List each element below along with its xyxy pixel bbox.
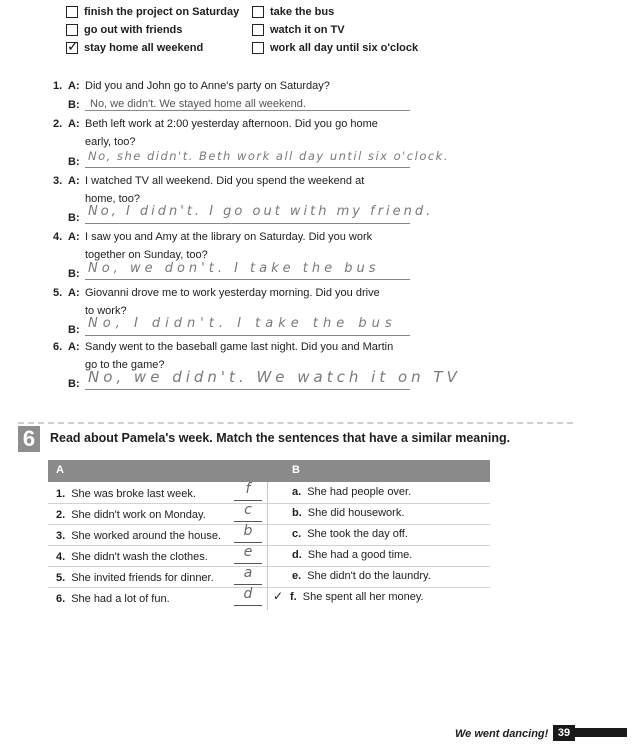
speaker-b-label: B:	[68, 324, 80, 336]
blank-answer: c	[244, 502, 252, 518]
item-text: She worked around the house.	[71, 530, 222, 542]
item-letter: b.	[292, 507, 302, 519]
question-number: 1.	[53, 80, 63, 92]
row-divider	[48, 503, 490, 504]
item-letter: d.	[292, 549, 302, 561]
checkbox[interactable]	[252, 24, 264, 36]
item-number: 3.	[56, 530, 66, 542]
match-item-b-d	[292, 545, 412, 565]
match-blank-5[interactable]	[234, 565, 262, 585]
match-item-b-b	[292, 503, 404, 523]
blank-answer: e	[243, 544, 253, 560]
row-divider	[48, 545, 490, 546]
answer-4: No, we don't. I take the bus	[88, 261, 380, 276]
item-number: 1.	[56, 488, 66, 500]
item-text: She didn't wash the clothes.	[71, 551, 208, 563]
question-text-continued: early, too?	[85, 136, 136, 148]
answer-3: No, I didn't. I go out with my friend.	[88, 204, 434, 219]
checkbox-checked[interactable]	[66, 38, 79, 54]
checkbox[interactable]	[66, 6, 78, 18]
column-a-header: A	[56, 464, 64, 476]
question-3	[53, 174, 443, 206]
checkbox-label: work all day until six o'clock	[270, 42, 419, 54]
page-tab-decoration	[575, 728, 627, 737]
question-2	[53, 117, 443, 149]
answer-2: No, she didn't. Beth work all day until six o'clock.	[88, 149, 449, 163]
checkbox-label: finish the project on Saturday	[84, 6, 240, 18]
match-blank-4[interactable]	[234, 544, 262, 564]
match-item-b-f	[290, 587, 424, 607]
checklist-item-work-all-day[interactable]	[252, 40, 418, 56]
checklist-item-watch-tv[interactable]	[252, 22, 345, 38]
speaker-a-label: A:	[68, 80, 80, 92]
footer-unit-title: We went dancing!	[455, 728, 549, 740]
checkbox-label: stay home all weekend	[84, 42, 204, 54]
checklist-item-finish-project[interactable]	[66, 4, 239, 20]
item-text: She did housework.	[307, 507, 405, 519]
question-text: Beth left work at 2:00 yesterday afternoon. Did you go home	[85, 118, 378, 130]
match-item-b-a	[292, 482, 411, 502]
check-icon: ✓	[273, 589, 284, 603]
checkbox[interactable]	[252, 6, 264, 18]
speaker-b-label: B:	[68, 268, 80, 280]
question-number: 5.	[53, 287, 63, 299]
blank-answer: f	[245, 481, 251, 497]
page-number: 39	[553, 725, 575, 741]
speaker-a-label: A:	[68, 287, 80, 299]
item-number: 2.	[56, 509, 66, 521]
item-letter: f.	[290, 591, 297, 603]
question-text-continued: to work?	[85, 305, 127, 317]
speaker-b-label: B:	[68, 212, 80, 224]
speaker-a-label: A:	[68, 175, 80, 187]
blank-answer: d	[243, 586, 253, 602]
question-number: 2.	[53, 118, 63, 130]
item-number: 5.	[56, 572, 66, 584]
match-item-a-2	[56, 505, 206, 525]
match-item-a-6	[56, 589, 170, 609]
section-title: Read about Pamela's week. Match the sentences that have a similar meaning.	[50, 431, 511, 445]
checkbox[interactable]	[66, 24, 78, 36]
checkbox-label: watch it on TV	[270, 24, 345, 36]
match-item-a-3	[56, 526, 221, 546]
section-divider	[18, 422, 573, 424]
item-letter: e.	[292, 570, 302, 582]
item-letter: a.	[292, 486, 302, 498]
answer-6: No, we didn't. We watch it on TV	[88, 368, 461, 386]
question-5	[53, 286, 443, 318]
checkbox[interactable]	[252, 42, 264, 54]
blank-answer: a	[243, 565, 253, 581]
question-number: 3.	[53, 175, 63, 187]
match-blank-2[interactable]	[234, 502, 262, 522]
item-letter: c.	[292, 528, 302, 540]
checklist-item-stay-home[interactable]	[66, 40, 203, 56]
speaker-b-label: B:	[68, 156, 80, 168]
checklist-item-go-out[interactable]	[66, 22, 182, 38]
checkbox-label: go out with friends	[84, 24, 183, 36]
match-item-b-c	[292, 524, 408, 544]
answer-5: No, I didn't. I take the bus	[88, 316, 397, 331]
column-separator	[267, 482, 268, 610]
match-blank-6[interactable]	[234, 586, 262, 606]
question-number: 4.	[53, 231, 63, 243]
match-blank-3[interactable]	[234, 523, 262, 543]
item-text: She had people over.	[307, 486, 412, 498]
item-text: She spent all her money.	[302, 591, 424, 603]
question-1	[53, 79, 443, 95]
speaker-a-label: A:	[68, 341, 80, 353]
match-item-a-4	[56, 547, 208, 567]
speaker-a-label: A:	[68, 118, 80, 130]
match-item-b-e	[292, 566, 431, 586]
speaker-a-label: A:	[68, 231, 80, 243]
row-divider	[48, 587, 490, 588]
section-number-badge: 6	[18, 426, 40, 452]
item-text: She took the day off.	[307, 528, 408, 540]
answer-1: No, we didn't. We stayed home all weekend.	[90, 98, 306, 110]
item-number: 4.	[56, 551, 66, 563]
question-text: Sandy went to the baseball game last night. Did you and Martin	[85, 341, 394, 353]
item-text: She had a lot of fun.	[71, 593, 170, 605]
check-icon: ✓	[67, 38, 79, 54]
question-text: I watched TV all weekend. Did you spend the weekend at	[85, 175, 365, 187]
checkbox-label: take the bus	[270, 6, 335, 18]
match-item-a-1	[56, 484, 196, 504]
row-divider	[48, 524, 490, 525]
blank-answer: b	[243, 523, 253, 539]
match-item-a-5	[56, 568, 214, 588]
checklist-item-take-bus[interactable]	[252, 4, 334, 20]
item-text: She was broke last week.	[71, 488, 196, 500]
item-text: She had a good time.	[307, 549, 413, 561]
item-number: 6.	[56, 593, 66, 605]
item-text: She didn't work on Monday.	[71, 509, 206, 521]
item-text: She didn't do the laundry.	[307, 570, 431, 582]
question-number: 6.	[53, 341, 63, 353]
question-4	[53, 230, 443, 262]
match-blank-1[interactable]	[234, 481, 262, 501]
question-text-continued: go to the game?	[85, 359, 165, 371]
column-b-header: B	[292, 464, 300, 476]
question-text-continued: home, too?	[85, 193, 141, 205]
item-text: She invited friends for dinner.	[71, 572, 214, 584]
matching-table-header	[48, 460, 490, 482]
speaker-b-label: B:	[68, 378, 80, 390]
question-text: I saw you and Amy at the library on Saturday. Did you work	[85, 231, 373, 243]
question-text-continued: together on Sunday, too?	[85, 249, 208, 261]
speaker-b-label: B:	[68, 99, 80, 111]
question-text: Did you and John go to Anne's party on Saturday?	[85, 80, 330, 92]
question-text: Giovanni drove me to work yesterday morning. Did you drive	[85, 287, 380, 299]
